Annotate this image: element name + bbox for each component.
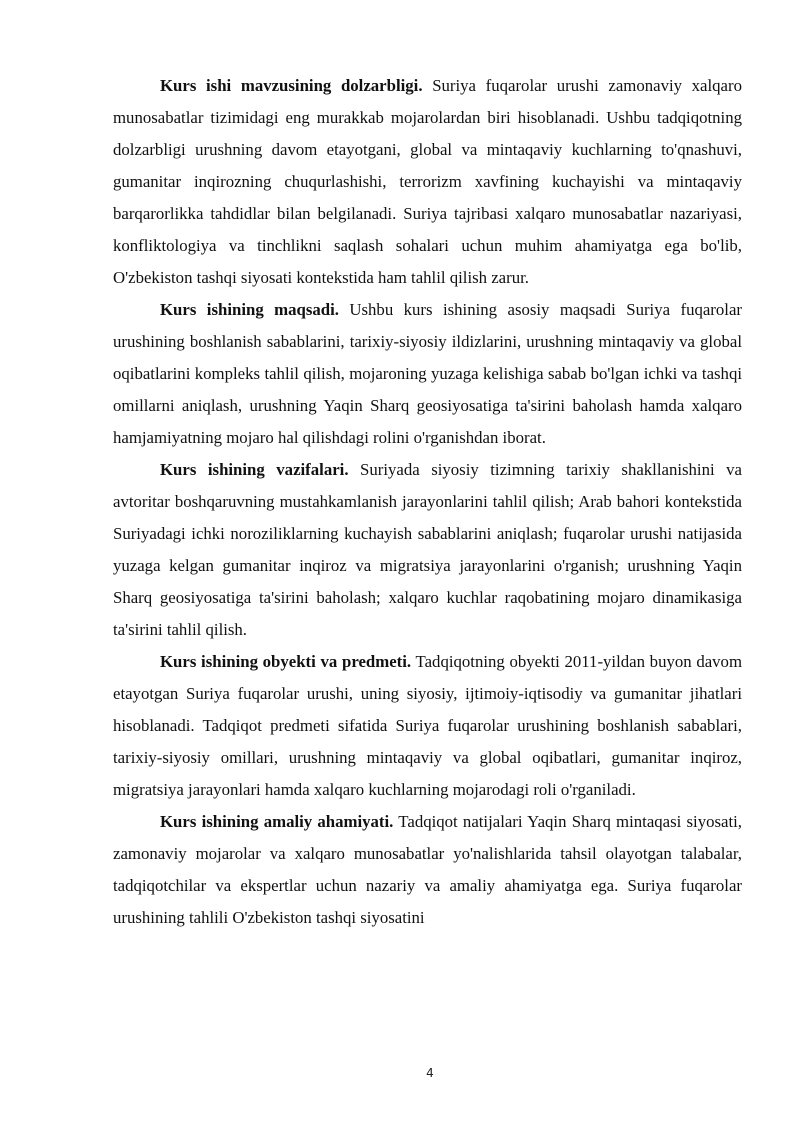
- paragraph-practical-significance: [113, 806, 742, 934]
- paragraph-text: Suriya fuqarolar urushi zamonaviy xalqaro munosabatlar tizimidagi eng murakkab mojarolardan biri hisoblanadi. Ushbu tadqiqotning dolzarbligi urushning davom etayotgani, global va mintaqaviy kuchlarning to'qnashuvi, gumanitar inqirozning chuqurlashishi, terrorizm xavfining kuchayishi va mintaqaviy barqarorlikka tahdidlar bilan belgilanadi. Suriya tajribasi xalqaro munosabatlar nazariyasi, konfliktologiya va tinchlikni saqlash sohalari uchun muhim ahamiyatga ega bo'lib, O'zbekiston tashqi siyosati kontekstida ham tahlil qilish zarur.: [113, 76, 742, 287]
- paragraph-heading: Kurs ishining obyekti va predmeti.: [160, 652, 412, 671]
- paragraph-text: Suriyada siyosiy tizimning tarixiy shakllanishini va avtoritar boshqaruvning mustahkamlanish jarayonlarini tahlil qilish; Arab bahori kontekstida Suriyadagi ichki noroziliklarning kuchayish sabablarini aniqlash; fuqarolar urushi natijasida yuzaga kelgan gumanitar inqiroz va migratsiya jarayonlarini o'rganish; urushning Yaqin Sharq geosiyosatiga ta'sirini baholash; xalqaro kuchlar raqobatining mojaro dinamikasiga ta'sirini tahlil qilish.: [113, 460, 742, 639]
- document-page: [113, 70, 742, 934]
- paragraph-heading: Kurs ishining maqsadi.: [160, 300, 339, 319]
- paragraph-tasks: [113, 454, 742, 646]
- paragraph-heading: Kurs ishi mavzusining dolzarbligi.: [160, 76, 423, 95]
- paragraph-text: Tadqiqotning obyekti 2011-yildan buyon davom etayotgan Suriya fuqarolar urushi, uning siyosiy, ijtimoiy-iqtisodiy va gumanitar jihatlari hisoblanadi. Tadqiqot predmeti sifatida Suriya fuqarolar urushining boshlanish sabablari, tarixiy-siyosiy omillari, urushning mintaqaviy va global oqibatlari, gumanitar inqiroz, migratsiya jarayonlari hamda xalqaro kuchlarning mojarodagi roli o'rganiladi.: [113, 652, 742, 799]
- paragraph-object-subject: [113, 646, 742, 806]
- paragraph-text: Ushbu kurs ishining asosiy maqsadi Suriya fuqarolar urushining boshlanish sabablarini, tarixiy-siyosiy ildizlarini, urushning mintaqaviy va global oqibatlarini kompleks tahlil qilish, mojaroning yuzaga kelishiga sabab bo'lgan ichki va tashqi omillarni aniqlash, urushning Yaqin Sharq geosiyosatiga ta'sirini baholash hamda xalqaro hamjamiyatning mojaro hal qilishdagi rolini o'rganishdan iborat.: [113, 300, 742, 447]
- paragraph-goal: [113, 294, 742, 454]
- page-number: 4: [426, 1066, 434, 1080]
- paragraph-heading: Kurs ishining amaliy ahamiyati.: [160, 812, 394, 831]
- paragraph-relevance: [113, 70, 742, 294]
- paragraph-heading: Kurs ishining vazifalari.: [160, 460, 349, 479]
- paragraph-text: Tadqiqot natijalari Yaqin Sharq mintaqasi siyosati, zamonaviy mojarolar va xalqaro munosabatlar yo'nalishlarida tahsil olayotgan talabalar, tadqiqotchilar va ekspertlar uchun nazariy va amaliy ahamiyatga ega. Suriya fuqarolar urushining tahlili O'zbekiston tashqi siyosatini: [113, 812, 742, 927]
